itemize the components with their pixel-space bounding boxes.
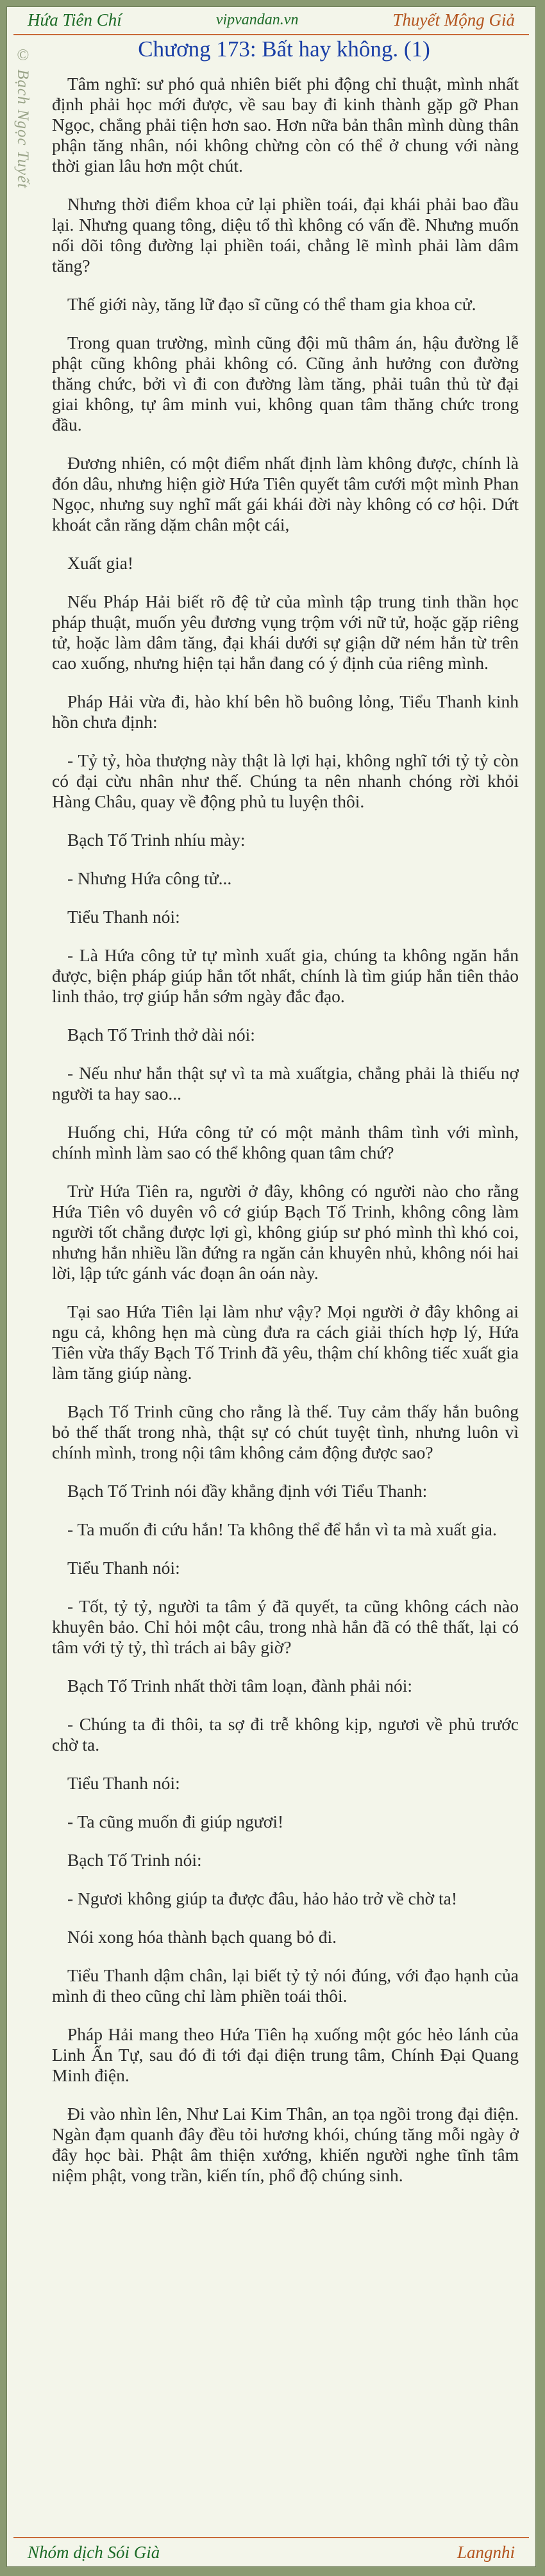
header-author: Thuyết Mộng Giả bbox=[392, 10, 515, 29]
paragraph: Tiểu Thanh nói: bbox=[67, 1558, 180, 1578]
paragraph: Nếu Pháp Hải biết rõ đệ tử của mình tập trung tinh thần học pháp thuật, muốn yêu đương vụng trộm với nữ tử, hoặc gặp riêng tử, hoặc làm dâm tăng, đại khái dưới sự giận dữ ném hắn từ trên cao xuống, nhưng hiện tại hắn đang có ý định của riêng mình. bbox=[52, 591, 519, 673]
paragraph: - Là Hứa công tử tự mình xuất gia, chúng ta không ngăn hắn được, biện pháp giúp hắn tốt nhất, chính là tìm giúp hắn tiên thảo linh thảo, trợ giúp hắn sớm ngày đắc đạo. bbox=[52, 945, 519, 1006]
paragraph: - Ta cũng muốn đi giúp ngươi! bbox=[67, 1812, 284, 1831]
footer-editor: Langnhi bbox=[457, 2542, 515, 2562]
paragraph: - Nếu như hắn thật sự vì ta mà xuấtgia, chẳng phải là thiếu nợ người ta hay sao... bbox=[52, 1063, 519, 1103]
paragraph: Nói xong hóa thành bạch quang bỏ đi. bbox=[67, 1927, 337, 1947]
paragraph: Tại sao Hứa Tiên lại làm như vậy? Mọi người ở đây không ai ngu cả, không hẹn mà cùng đưa ra cách giải thích hợp lý, Hứa Tiên vừa thấy Bạch Tố Trinh đã yêu, thậm chí không tiếc xuất gia làm tăng giúp nàng. bbox=[52, 1301, 519, 1383]
paragraph: Trừ Hứa Tiên ra, người ở đây, không có người nào cho rằng Hứa Tiên vô duyên vô cớ giúp Bạch Tố Trinh, không công làm người tốt chẳng được lợi gì, không giúp sư phó mình thì khó coi, nhưng hắn nhiều lần đứng ra ngăn cản khuyên nhủ, không nói hai lời, lập tức gánh vác đoạn ân oán này. bbox=[52, 1181, 519, 1283]
paragraph: - Ta muốn đi cứu hắn! Ta không thể để hắn vì ta mà xuất gia. bbox=[67, 1519, 497, 1539]
paragraph: Đi vào nhìn lên, Như Lai Kim Thân, an tọa ngồi trong đại điện. Ngàn đạm quanh đây đều tỏi hương khói, chúng tăng mỗi ngày ở đây học bài. Phật âm thiện xướng, khiến người nghe tĩnh tâm niệm phật, vong trần, kiến tín, phổ độ chúng sinh. bbox=[52, 2104, 519, 2185]
paragraph: Tiểu Thanh nói: bbox=[67, 907, 180, 927]
paragraph: Trong quan trường, mình cũng đội mũ thâm án, hậu đường lễ phật cũng không phải không có. Cũng ảnh hưởng con đường thăng chức, bởi vì đi con đường làm tăng, phải tuân thủ từ đại giai không, tự âm minh vui, không quan tâm thăng chức trong đầu. bbox=[52, 333, 519, 434]
paragraph: - Nhưng Hứa công tử... bbox=[67, 868, 232, 888]
footer-translator: Nhóm dịch Sói Già bbox=[28, 2542, 160, 2562]
paragraph: - Tốt, tỷ tỷ, người ta tâm ý đã quyết, ta cũng không cách nào khuyên bảo. Chỉ hỏi một câu, trong nhà hắn đã có thê thất, lại có tâm với tỷ tỷ, thì trách ai bây giờ? bbox=[52, 1596, 519, 1657]
header-book-title: Hứa Tiên Chí bbox=[28, 10, 122, 29]
paragraph: Bạch Tố Trinh thở dài nói: bbox=[67, 1025, 255, 1044]
paragraph: - Chúng ta đi thôi, ta sợ đi trễ không kịp, ngươi về phủ trước chờ ta. bbox=[52, 1714, 519, 1754]
paragraph: - Tỷ tỷ, hòa thượng này thật là lợi hại, không nghĩ tới tỷ tỷ còn có đại cừu nhân như thế. Chúng ta nên nhanh chóng rời khỏi Hàng Châu, quay về động phủ tu luyện thôi. bbox=[52, 750, 519, 811]
paragraph: Tâm nghĩ: sư phó quả nhiên biết phi động chỉ thuật, mình nhất định phải học mới được, về sau bay đi kinh thành gặp gỡ Phan Ngọc, chẳng phải tiện hơn sao. Hơn nữa bản thân mình dùng thân phận tăng nhân, nói không chừng còn có thể ở chung với nàng thời gian lâu hơn một chút. bbox=[52, 74, 519, 176]
header-divider bbox=[13, 34, 529, 35]
chapter-body bbox=[52, 74, 519, 2528]
header-site: vipvandan.vn bbox=[215, 11, 299, 28]
page-footer bbox=[7, 2538, 535, 2566]
page-header bbox=[7, 7, 535, 33]
paragraph: Bạch Tố Trinh cũng cho rằng là thế. Tuy cảm thấy hắn buông bỏ thế thất trong nhà, thật sự có chút tuyệt tình, nhưng luôn vì chính mình, trong nội tâm không cảm động được sao? bbox=[52, 1401, 519, 1462]
paragraph: Xuất gia! bbox=[67, 553, 134, 573]
paragraph: Tiểu Thanh nói: bbox=[67, 1773, 180, 1793]
paragraph: Pháp Hải mang theo Hứa Tiên hạ xuống một góc hẻo lánh của Linh Ẩn Tự, sau đó đi tới đại điện trung tâm, Chính Đại Quang Minh điện. bbox=[52, 2024, 519, 2085]
paragraph: Huống chi, Hứa công tử có một mảnh thâm tình với mình, chính mình làm sao có thể không quan tâm chứ? bbox=[52, 1122, 519, 1162]
paragraph: Bạch Tố Trinh nhất thời tâm loạn, đành phải nói: bbox=[67, 1676, 413, 1696]
paragraph: Bạch Tố Trinh nói đầy khẳng định với Tiểu Thanh: bbox=[67, 1481, 428, 1501]
side-watermark: © Bạch Ngọc Tuyết bbox=[14, 47, 31, 189]
paragraph: Thế giới này, tăng lữ đạo sĩ cũng có thể tham gia khoa cử. bbox=[67, 294, 476, 314]
paragraph: Tiểu Thanh dậm chân, lại biết tỷ tỷ nói đúng, với đạo hạnh của mình đi theo cũng chỉ làm phiền toái thôi. bbox=[52, 1965, 519, 2006]
document-page bbox=[6, 6, 536, 2567]
paragraph: - Ngươi không giúp ta được đâu, hảo hảo trở về chờ ta! bbox=[67, 1888, 458, 1908]
paragraph: Bạch Tố Trinh nói: bbox=[67, 1850, 202, 1870]
paragraph: Pháp Hải vừa đi, hào khí bên hồ buông lỏng, Tiểu Thanh kinh hồn chưa định: bbox=[52, 691, 519, 732]
chapter-title: Chương 173: Bất hay không. (1) bbox=[138, 37, 430, 62]
paragraph: Bạch Tố Trinh nhíu mày: bbox=[67, 830, 246, 850]
paragraph: Nhưng thời điểm khoa cử lại phiền toái, đại khái phải bao đầu lại. Nhưng quang tông, diệu tổ thì không có vấn đề. Nhưng muốn nối dõi tông đường lại phiền toái, chẳng lẽ mình phải làm dâm tăng? bbox=[52, 194, 519, 276]
paragraph: Đương nhiên, có một điểm nhất định làm không được, chính là đón dâu, nhưng hiện giờ Hứa Tiên quyết tâm cưới một mình Phan Ngọc, nhưng suy nghĩ mất gái khái đời này không có cơ hội. Dứt khoát cắn răng dặm chân một cái, bbox=[52, 453, 519, 534]
